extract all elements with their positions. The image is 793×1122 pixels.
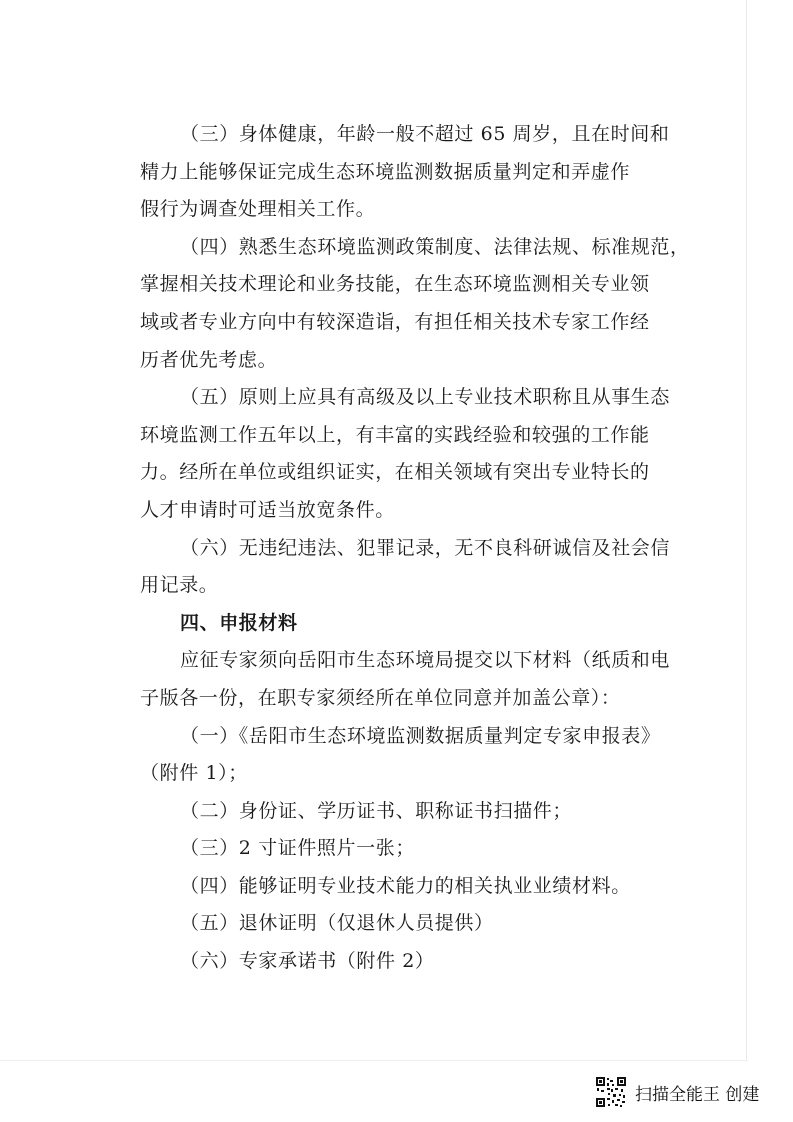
paragraph-health xyxy=(140,116,670,229)
section-heading xyxy=(180,605,660,643)
qr-code-icon xyxy=(595,1076,627,1108)
text-line: （五）退休证明（仅退休人员提供） xyxy=(180,912,494,935)
document-body xyxy=(140,116,690,981)
material-item xyxy=(180,793,660,831)
text-line: （六）专家承诺书（附件 2） xyxy=(180,950,435,973)
material-item xyxy=(180,943,660,981)
text-line: 假行为调查处理相关工作。 xyxy=(140,198,376,221)
text-line: （四）熟悉生态环境监测政策制度、法律法规、标准规范， xyxy=(180,235,690,258)
materials-intro xyxy=(140,642,671,717)
material-item xyxy=(180,830,660,868)
text-line: （一）《岳阳市生态环境监测数据质量判定专家申报表》 xyxy=(180,724,661,747)
text-line: 人才申请时可适当放宽条件。 xyxy=(140,498,395,521)
text-line: 掌握相关技术理论和业务技能，在生态环境监测相关专业领 xyxy=(140,273,650,296)
paragraph-qualification xyxy=(140,379,671,529)
text-line: （三）2 寸证件照片一张； xyxy=(180,837,415,860)
page-edge-line xyxy=(746,0,747,1060)
text-line: 环境监测工作五年以上，有丰富的实践经验和较强的工作能 xyxy=(140,423,650,446)
text-line: 应征专家须向岳阳市生态环境局提交以下材料（纸质和电 xyxy=(180,649,671,672)
text-line: 历者优先考虑。 xyxy=(140,348,278,371)
text-line: 用记录。 xyxy=(140,574,219,597)
material-item xyxy=(180,868,660,906)
text-line: （附件 1）； xyxy=(140,762,248,785)
text-line: （三）身体健康，年龄一般不超过 65 周岁，且在时间和 xyxy=(180,123,670,145)
paragraph-familiarity xyxy=(140,229,690,379)
text-line: 精力上能够保证完成生态环境监测数据质量判定和弄虚作 xyxy=(140,160,631,183)
page-bottom-line xyxy=(0,1060,748,1061)
material-item xyxy=(140,718,661,793)
text-line: 域或者专业方向中有较深造诣，有担任相关技术专家工作经 xyxy=(140,310,650,333)
material-item xyxy=(180,905,660,943)
text-line: （四）能够证明专业技术能力的相关执业业绩材料。 xyxy=(180,874,631,897)
text-line: （二）身份证、学历证书、职称证书扫描件； xyxy=(180,799,573,822)
scanner-watermark xyxy=(595,1072,759,1112)
heading-text: 四、申报材料 xyxy=(180,611,298,634)
text-line: 力。经所在单位或组织证实，在相关领域有突出专业特长的 xyxy=(140,461,650,484)
text-line: （六）无违纪违法、犯罪记录，无不良科研诚信及社会信 xyxy=(180,536,671,559)
paragraph-record xyxy=(140,530,671,605)
text-line: （五）原则上应具有高级及以上专业技术职称且从事生态 xyxy=(180,386,671,409)
watermark-label: 扫描全能王 创建 xyxy=(635,1084,760,1105)
text-line: 子版各一份，在职专家须经所在单位同意并加盖公章）： xyxy=(140,686,621,709)
